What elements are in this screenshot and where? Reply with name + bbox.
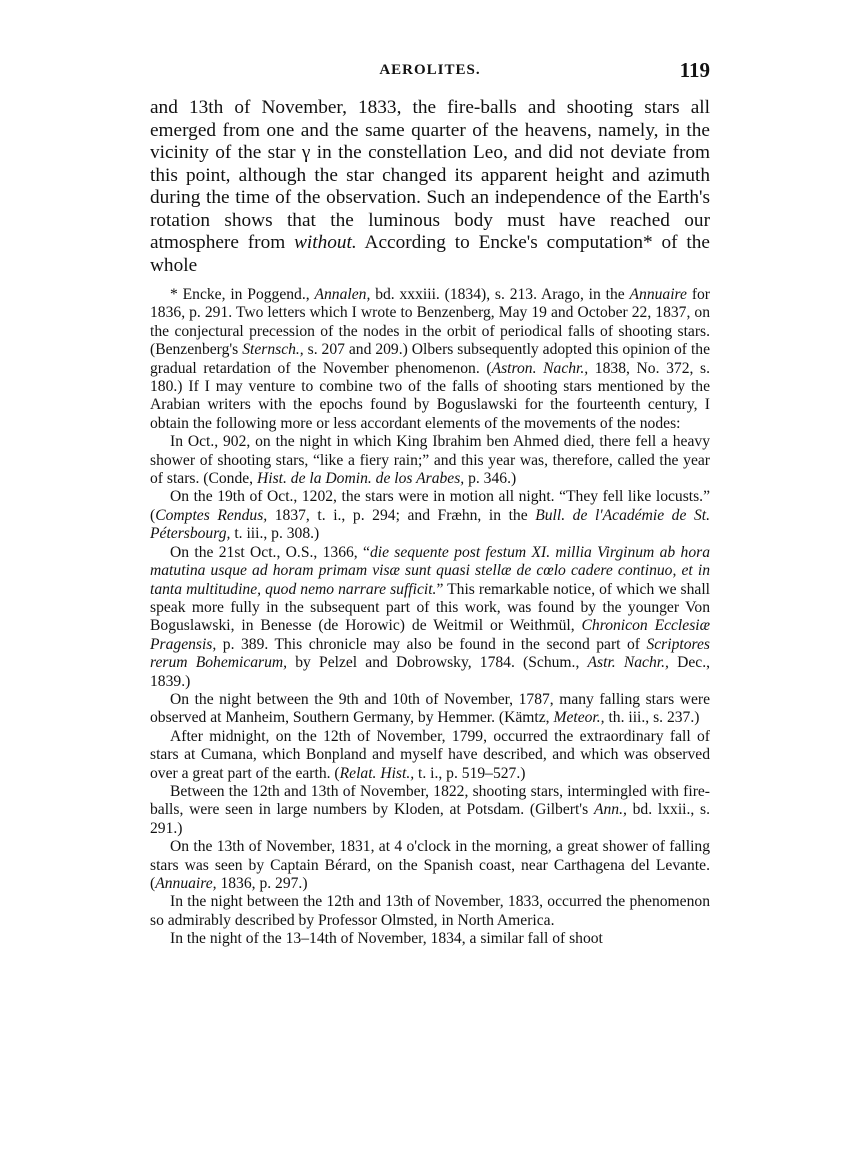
- footnote-paragraph: [150, 838, 710, 893]
- text-run-italic: Annuaire,: [155, 875, 217, 892]
- text-run-italic: Meteor.,: [553, 709, 605, 727]
- text-run: bd. lxxii., s. 291.): [150, 801, 711, 837]
- text-run: 1838, No. 372, s. 180.) If I may venture to combine two of the falls of shooting stars mentioned by the Arabian writers with the epochs found by Boguslawski for the fourteenth century, I obtain the following more or less accordant elements of the movements of the nodes:: [150, 359, 710, 432]
- body-paragraph: [150, 97, 710, 277]
- text-run: On the night between the 9th and 10th of November, 1787, many falling stars were observed at Manheim, Southern Germany, by Hemmer. (Kämtz,: [150, 690, 710, 727]
- text-run: 1836, p. 297.): [216, 875, 308, 892]
- text-run-italic: Annuaire: [629, 286, 687, 303]
- text-run-italic: Comptes Rendus,: [155, 506, 268, 524]
- text-run-italic: Relat. Hist.,: [339, 764, 415, 782]
- text-run: Dec., 1839.): [150, 654, 710, 690]
- text-run: p. 389. This chronicle may also be found in the second part of: [216, 635, 647, 653]
- text-run: After midnight, on the 12th of November, 1799, occurred the extraordinary fall of stars at Cumana, which Bonpland and myself have described, and which was observed over a great part of the earth. (: [150, 727, 710, 782]
- text-run-italic: Hist. de la Domin. de los Arabes,: [256, 470, 465, 488]
- text-run-italic: Ann.,: [593, 801, 627, 819]
- text-run: s. 207 and 209.) Olbers subsequently adopted this opinion of the gradual retardation of the November phenomenon. (: [150, 341, 710, 377]
- footnote-paragraph: [150, 691, 710, 728]
- footnote-paragraph: [150, 544, 710, 691]
- text-run-italic: without.: [294, 232, 357, 253]
- text-run-italic: Annalen,: [314, 286, 371, 303]
- footnote-paragraph: [150, 893, 710, 930]
- text-run: 1837, t. i., p. 294; and Fræhn, in the: [267, 506, 536, 524]
- text-run: On the 13th of November, 1831, at 4 o'clock in the morning, a great shower of falling stars was seen by Captain Bérard, on the Spanish coast, near Carthagena del Levante. (: [150, 838, 710, 892]
- text-run-italic: Sternsch.,: [242, 341, 304, 359]
- text-run-italic: Astron. Nachr.,: [491, 359, 589, 377]
- footnote-paragraph: [150, 286, 710, 433]
- text-run: by Pelzel and Dobrowsky, 1784. (Schum.,: [287, 654, 588, 672]
- text-run-italic: Astr. Nachr.,: [587, 654, 669, 672]
- text-run-italic: die sequente post festum XI. millia Virginum ab hora matutina usque ad horam primam visæ sunt quasi stellæ de cœlo cadere continuo, et in tanta multitudine, quod nemo narrare sufficit.: [150, 543, 710, 598]
- footnote-paragraph: [150, 930, 710, 948]
- main-text: [150, 97, 710, 277]
- page-number: 119: [679, 58, 710, 82]
- text-run: In the night of the 13–14th of November, 1834, a similar fall of shoot: [170, 930, 603, 948]
- text-run-italic: Scriptores rerum Bohemicarum,: [150, 635, 710, 672]
- text-run: bd. xxxiii. (1834), s. 213. Arago, in the: [370, 286, 630, 303]
- text-run: p. 346.): [464, 470, 517, 488]
- footnotes: [150, 286, 710, 949]
- text-run-italic: Chronicon Ecclesiæ Pragensis,: [150, 617, 710, 653]
- page-header: [150, 58, 710, 92]
- text-run: In the night between the 12th and 13th of November, 1833, occurred the phenomenon so admirably described by Professor Olmsted, in North America.: [150, 893, 710, 929]
- text-run: Between the 12th and 13th of November, 1822, shooting stars, intermingled with fire-balls, were seen in large numbers by Kloden, at Potsdam. (Gilbert's: [150, 782, 710, 819]
- text-run: * Encke, in Poggend.,: [170, 286, 315, 303]
- text-run-italic: Bull. de l'Académie de St. Pétersbourg,: [150, 506, 711, 543]
- text-run: In Oct., 902, on the night in which King Ibrahim ben Ahmed died, there fell a heavy shower of shooting stars, “like a fiery rain;” and this year was, therefore, called the year of stars. (Conde,: [150, 433, 710, 488]
- text-run: and 13th of November, 1833, the fire-balls and shooting stars all emerged from one and the same quarter of the heavens, namely, in the vicinity of the star γ in the constellation Leo, and did not deviate from this point, although the star changed its apparent height and azimuth during the time of the observation. Such an independence of the Earth's rotation shows that the luminous body must have reached our atmosphere from: [150, 97, 710, 253]
- text-run: On the 19th of Oct., 1202, the stars were in motion all night. “They fell like locusts.” (: [150, 488, 710, 524]
- running-title: AEROLITES.: [379, 62, 481, 78]
- text-run: ” This remarkable notice, of which we shall speak more fully in the subsequent part of this work, was found by the younger Von Boguslawski, in Benesse (de Horowic) de Weitmil or Weithmül,: [150, 580, 710, 635]
- text-run: According to Encke's computation* of the whole: [150, 232, 710, 276]
- text-run: On the 21st Oct., O.S., 1366, “: [170, 543, 370, 561]
- text-run: th. iii., s. 237.): [604, 709, 700, 727]
- footnote-paragraph: [150, 433, 710, 488]
- text-run: for 1836, p. 291. Two letters which I wrote to Benzenberg, May 19 and October 22, 1837, on the conjectural precession of the nodes in the orbit of periodical falls of shooting stars. (Benzenberg's: [150, 286, 710, 359]
- footnote-paragraph: [150, 783, 710, 838]
- text-run: t. iii., p. 308.): [230, 525, 320, 543]
- footnote-paragraph: [150, 728, 710, 783]
- text-run: t. i., p. 519–527.): [414, 764, 526, 782]
- footnote-paragraph: [150, 488, 710, 543]
